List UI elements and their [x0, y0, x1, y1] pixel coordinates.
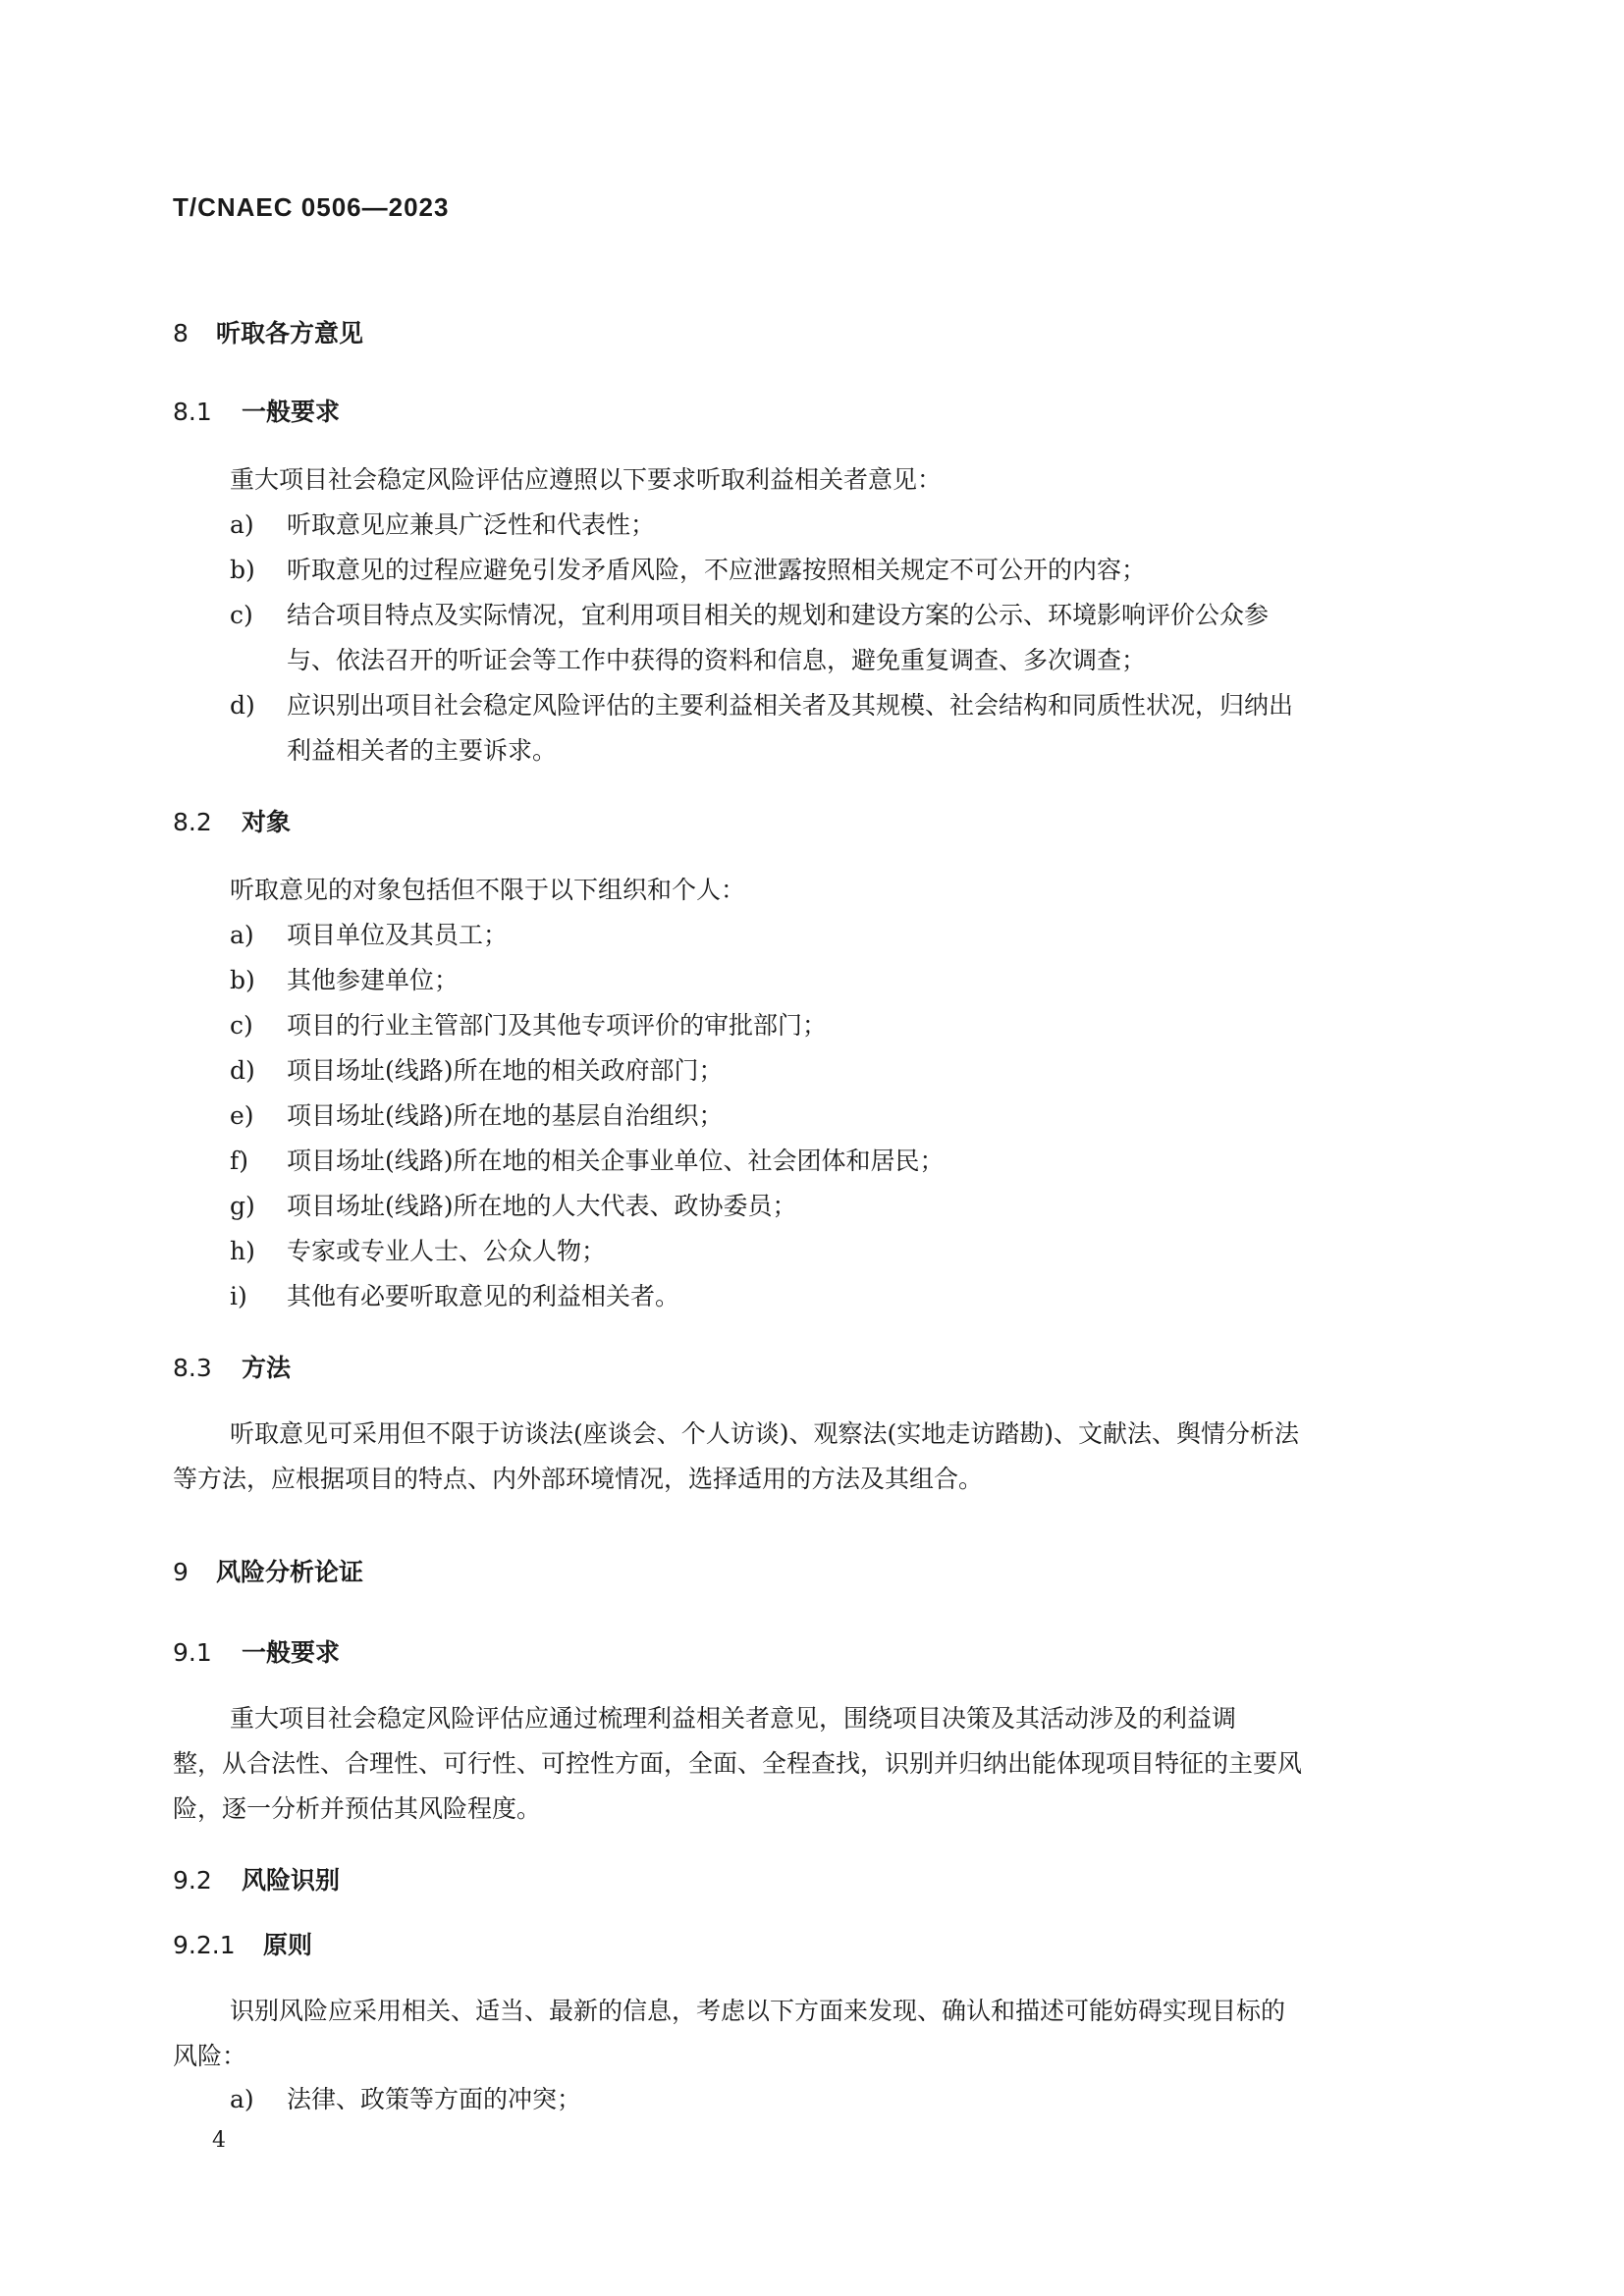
paragraph-8-1-intro: 重大项目社会稳定风险评估应遵照以下要求听取利益相关者意见：: [230, 465, 943, 494]
section-heading-9: 9 风险分析论证: [173, 1558, 364, 1586]
section-heading-8-3: 8.3 方法: [173, 1354, 292, 1382]
doc-code: T/CNAEC 0506—2023: [173, 192, 450, 222]
paragraph-8-3-line-1: 听取意见可采用但不限于访谈法(座谈会、个人访谈)、观察法(实地走访踏勘)、文献法、舆情分析法: [230, 1419, 1300, 1448]
section-heading-9-1: 9.1 一般要求: [173, 1638, 341, 1667]
section-heading-9-2-1: 9.2.1 原则: [173, 1931, 313, 1959]
paragraph-9-1-line-1: 重大项目社会稳定风险评估应通过梳理利益相关者意见，围绕项目决策及其活动涉及的利益调: [230, 1704, 1237, 1733]
section-heading-9-2: 9.2 风险识别: [173, 1866, 341, 1895]
section-heading-8-1: 8.1 一般要求: [173, 398, 341, 426]
paragraph-9-1-line-3: 险，逐一分析并预估其风险程度。: [173, 1794, 542, 1823]
paragraph-9-2-1-line-1: 识别风险应采用相关、适当、最新的信息，考虑以下方面来发现、确认和描述可能妨碍实现目标的: [230, 1997, 1286, 2025]
paragraph-8-3-line-2: 等方法，应根据项目的特点、内外部环境情况，选择适用的方法及其组合。: [173, 1465, 984, 1493]
paragraph-8-2-intro: 听取意见的对象包括但不限于以下组织和个人：: [230, 876, 746, 904]
section-heading-8: 8 听取各方意见: [173, 319, 364, 347]
paragraph-9-2-1-line-2: 风险：: [173, 2042, 247, 2070]
page-number: 4: [212, 2128, 226, 2153]
paragraph-9-1-line-2: 整，从合法性、合理性、可行性、可控性方面，全面、全程查找，识别并归纳出能体现项目特征的主要风: [173, 1749, 1303, 1778]
section-heading-8-2: 8.2 对象: [173, 808, 292, 836]
